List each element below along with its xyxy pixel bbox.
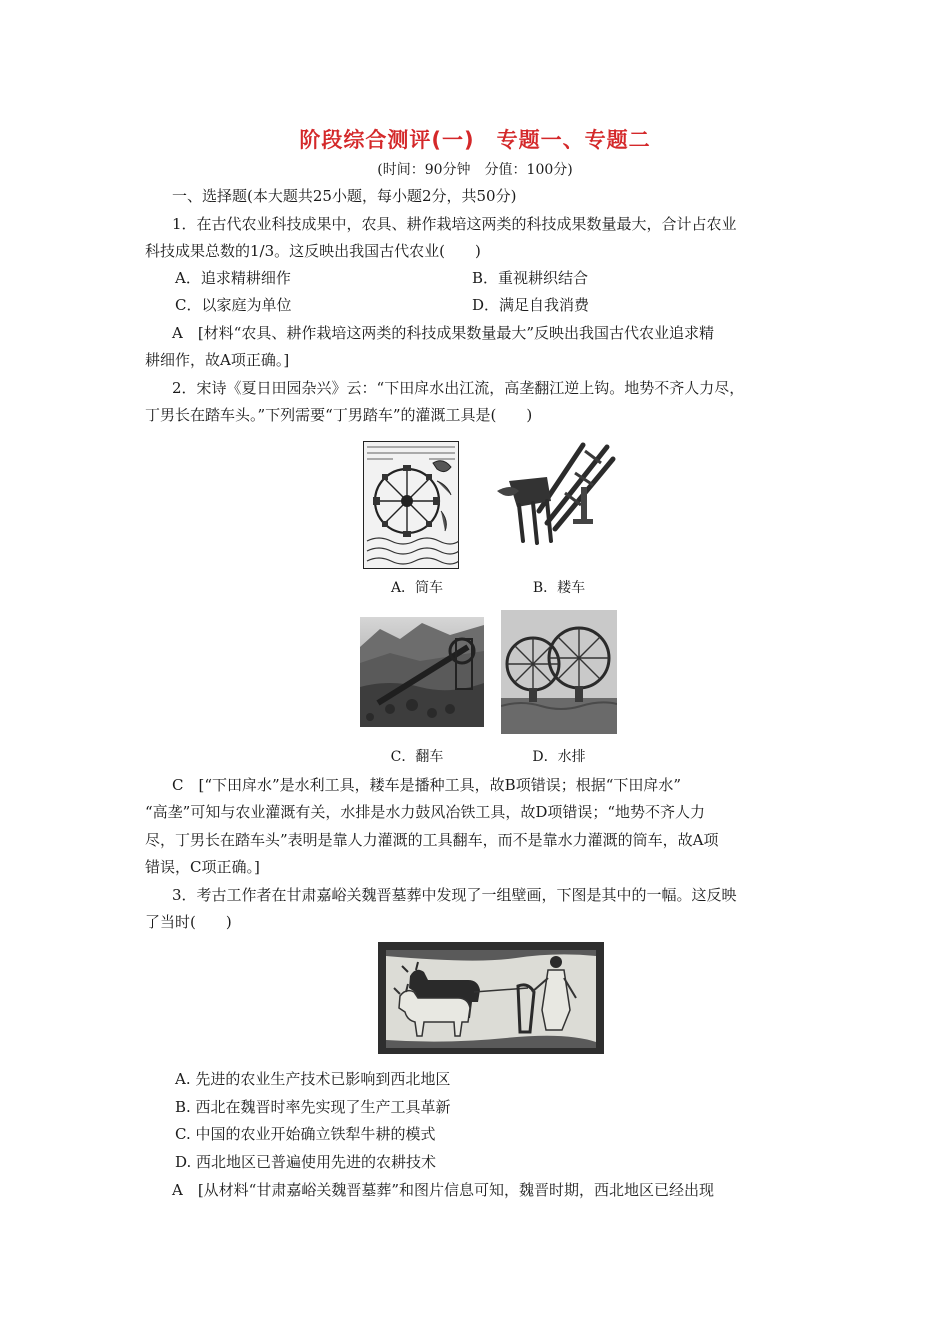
q1-stem-line1: 1．在古代农业科技成果中，农具、耕作栽培这两类的科技成果数量最大，合计占农业 [172, 215, 737, 233]
q1-answer-line2: 耕细作，故A项正确。] [145, 351, 290, 369]
tongche-woodcut-image [363, 441, 459, 569]
q3-option-d: D. 西北地区已普遍使用先进的农耕技术 [175, 1153, 437, 1171]
page-title: 阶段综合测评(一) 专题一、专题二 [299, 128, 651, 152]
q2-caption-c: C．翻车 [390, 749, 444, 765]
q3-answer-line1: A [从材料“甘肃嘉峪关魏晋墓葬”和图片信息可知，魏晋时期，西北地区已经出现 [172, 1181, 715, 1199]
q3-option-b: B. 西北在魏晋时率先实现了生产工具革新 [175, 1098, 451, 1116]
shuipai-water-wheel-image [501, 610, 617, 734]
q2-stem-line2: 丁男长在踏车头。”下列需要“丁男踏车”的灌溉工具是( ) [145, 406, 533, 424]
q1-option-a: A．追求精耕细作 [175, 269, 291, 287]
q1-option-b: B．重视耕织结合 [472, 269, 589, 287]
page-subtitle: (时间：90分钟 分值：100分) [377, 162, 573, 178]
q3-stem-line1: 3．考古工作者在甘肃嘉峪关魏晋墓葬中发现了一组壁画，下图是其中的一幅。这反映 [172, 886, 737, 904]
q2-caption-d: D．水排 [532, 749, 586, 765]
q1-stem-line2: 科技成果总数的1/3。这反映出我国古代农业( ) [145, 242, 481, 260]
q2-caption-a: A．筒车 [390, 580, 444, 596]
fanche-chain-pump-image [360, 617, 484, 727]
q2-answer-line2: “高垄”可知与农业灌溉有关，水排是水力鼓风冶铁工具，故D项错误；“地势不齐人力 [145, 803, 706, 821]
q1-option-c: C．以家庭为单位 [175, 296, 292, 314]
ox-plowing-mural-image [378, 942, 604, 1054]
q3-stem-line2: 了当时( ) [145, 913, 232, 931]
q2-stem-line1: 2．宋诗《夏日田园杂兴》云：“下田戽水出江流，高垄翻江逆上钩。地势不齐人力尽， [172, 379, 745, 397]
q2-answer-line1: C [“下田戽水”是水利工具，耧车是播种工具，故B项错误；根据“下田戽水” [172, 776, 682, 794]
q3-option-a: A. 先进的农业生产技术已影响到西北地区 [175, 1070, 451, 1088]
q1-option-d: D．满足自我消费 [472, 296, 590, 314]
q2-answer-line3: 尽，丁男长在踏车头”表明是靠人力灌溉的工具翻车，而不是靠水力灌溉的筒车，故A项 [145, 831, 719, 849]
q1-answer-line1: A [材料“农具、耕作栽培这两类的科技成果数量最大”反映出我国古代农业追求精 [172, 324, 715, 342]
section-heading: 一、选择题(本大题共25小题，每小题2分，共50分) [172, 187, 517, 205]
q3-option-c: C. 中国的农业开始确立铁犁牛耕的模式 [175, 1125, 436, 1143]
q2-caption-b: B．耧车 [532, 580, 586, 596]
q2-answer-line4: 错误，C项正确。] [145, 858, 260, 876]
louche-seed-drill-image [489, 437, 617, 557]
